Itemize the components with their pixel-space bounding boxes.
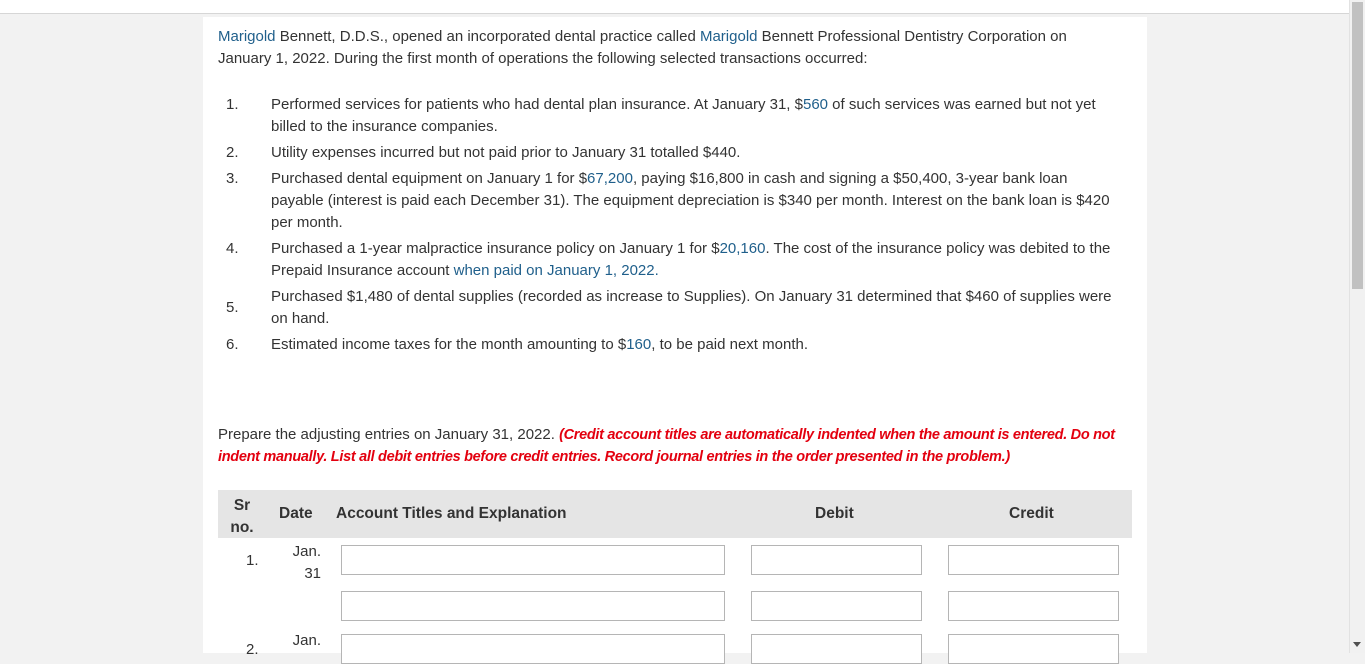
transaction-item: 6. Estimated income taxes for the month amounting to $160, to be paid next month. <box>218 334 1123 356</box>
journal-table-header <box>218 490 1132 538</box>
company-name-highlight: Marigold <box>699 28 758 45</box>
transaction-item: 3. Purchased dental equipment on January 1 for $67,200, paying $16,800 in cash and signing a $50,400, 3-year bank loan payable (interest is paid each December 31). The equipment depreciation is $340 per month. Interest on the bank loan is $420 per month. <box>226 170 1110 231</box>
header-debit: Debit <box>815 505 854 522</box>
transaction-number: 4. <box>226 240 239 257</box>
transaction-number: 6. <box>226 336 239 353</box>
header-credit: Credit <box>1009 505 1054 522</box>
header-account-titles: Account Titles and Explanation <box>336 505 567 522</box>
top-bar <box>0 0 1350 14</box>
scroll-down-arrow-icon[interactable] <box>1353 642 1361 647</box>
instructions: Prepare the adjusting entries on January 31, 2022. (Credit account titles are automatically indented when the amount is entered. Do not indent manually. List all debit entries before credit entries. Record journal entries in the order presented in the problem.) <box>218 426 1115 465</box>
transaction-item: 4. Purchased a 1-year malpractice insurance policy on January 1 for $20,160. The cost of the insurance policy was debited to the Prepaid Insurance account when paid on January 1, 2022. <box>226 240 1111 279</box>
transaction-list <box>218 94 1123 360</box>
vertical-scrollbar[interactable] <box>1349 0 1365 653</box>
entry-date: Jan. 31 <box>292 543 321 582</box>
instruction-note: (Credit account titles are automatically indented when the amount is entered. Do not indent manually. List all debit entries before credit entries. Record journal entries in the order presented in the problem.) <box>218 427 1115 465</box>
account-title-input[interactable] <box>341 634 725 664</box>
transaction-item: 1. Performed services for patients who had dental plan insurance. At January 31, $560 of such services was earned but not yet billed to the insurance companies. <box>226 96 1096 135</box>
transaction-item: 2. Utility expenses incurred but not paid prior to January 31 totalled $440. <box>218 142 1123 164</box>
company-name-highlight: Marigold <box>218 28 276 45</box>
debit-input[interactable] <box>751 545 922 575</box>
entry-date: Jan. <box>292 632 321 649</box>
transaction-number: 1. <box>226 96 239 113</box>
entry-sr-no: 2. <box>246 641 259 658</box>
transaction-number: 5. <box>226 299 239 316</box>
debit-input[interactable] <box>751 591 922 621</box>
header-sr-no: Sr no. <box>230 497 254 536</box>
transaction-item: 5. Purchased $1,480 of dental supplies (recorded as increase to Supplies). On January 31 determined that $460 of supplies were on hand. <box>226 288 1112 327</box>
problem-intro: Marigold Bennett, D.D.S., opened an incorporated dental practice called Marigold Bennett Professional Dentistry Corporation on January 1, 2022. During the first month of operations the following selected transactions occurred: <box>218 28 1067 67</box>
transaction-number: 3. <box>226 170 239 187</box>
account-title-input[interactable] <box>341 591 725 621</box>
credit-input[interactable] <box>948 545 1119 575</box>
credit-input[interactable] <box>948 634 1119 664</box>
credit-input[interactable] <box>948 591 1119 621</box>
header-date: Date <box>279 505 313 522</box>
question-panel <box>203 17 1147 658</box>
entry-sr-no: 1. <box>246 552 259 569</box>
account-title-input[interactable] <box>341 545 725 575</box>
transaction-number: 2. <box>226 144 239 161</box>
scrollbar-thumb[interactable] <box>1352 2 1363 289</box>
debit-input[interactable] <box>751 634 922 664</box>
